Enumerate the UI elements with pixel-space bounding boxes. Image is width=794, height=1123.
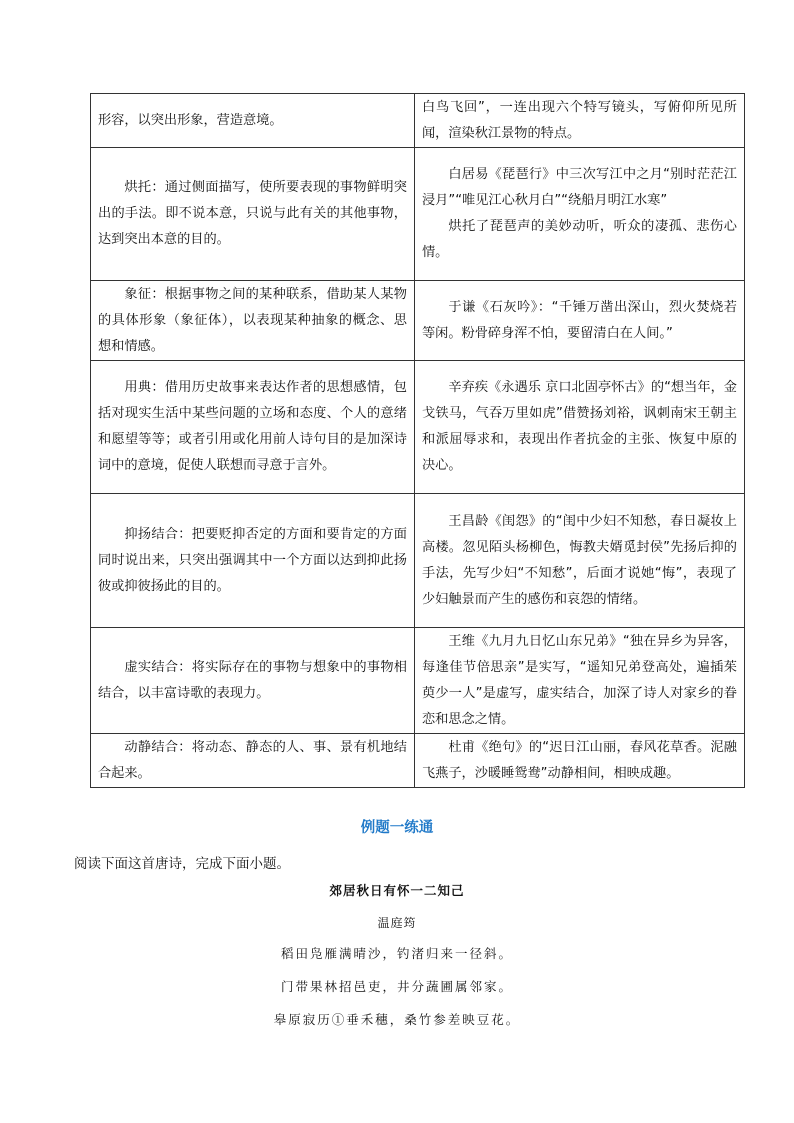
table-row <box>91 734 745 788</box>
poem-title: 郊居秋日有怀一二知己 <box>329 883 465 898</box>
table-row <box>91 281 745 361</box>
section-title: 例题一练通 <box>360 820 434 836</box>
table-row <box>91 361 745 494</box>
poem-line: 稻田凫雁满晴沙，钓渚归来一径斜。 <box>280 946 513 961</box>
table-row <box>91 628 745 734</box>
technique-description: 动静结合：将动态、静态的人、事、景有机地结合起来。 <box>91 734 415 788</box>
technique-description: 用典：借用历史故事来表达作者的思想感情，包括对现实生活中某些问题的立场和态度、个人的意绪和愿望等等；或者引用或化用前人诗句目的是加深诗词中的意境，促使人联想而寻意于言外。 <box>91 361 415 494</box>
technique-example: 杜甫《绝句》的“迟日江山丽，春风花草香。泥融飞燕子，沙暖睡鸳鸯”动静相间，相映成趣。 <box>415 734 745 788</box>
technique-example <box>415 148 745 281</box>
technique-example: 王昌龄《闺怨》的“闺中少妇不知愁，春日凝妆上高楼。忽见陌头杨柳色，悔教夫婿觅封侯”先扬后抑的手法，先写少妇“不知愁”，后面才说她“悔”，表现了少妇触景而产生的感伤和哀怨的情绪。 <box>415 494 745 628</box>
technique-example: 白鸟飞回”，一连出现六个特写镜头，写俯仰所见所闻，渲染秋江景物的特点。 <box>415 94 745 148</box>
table-row <box>91 148 745 281</box>
technique-example: 王维《九月九日忆山东兄弟》“独在异乡为异客，每逢佳节倍思亲”是实写，“遥知兄弟登高处，遍插茱萸少一人”是虚写，虚实结合，加深了诗人对家乡的眷恋和思念之情。 <box>415 628 745 734</box>
poem-author: 温庭筠 <box>377 916 417 930</box>
technique-description: 烘托：通过侧面描写，使所要表现的事物鲜明突出的手法。即不说本意，只说与此有关的其他事物，达到突出本意的目的。 <box>91 148 415 281</box>
technique-description: 抑扬结合：把要贬抑否定的方面和要肯定的方面同时说出来，只突出强调其中一个方面以达到抑此扬彼或抑彼扬此的目的。 <box>91 494 415 628</box>
technique-description: 形容，以突出形象，营造意境。 <box>91 94 415 148</box>
poem-line: 皋原寂历①垂禾穗，桑竹参差映豆花。 <box>273 1012 521 1027</box>
technique-example: 于谦《石灰吟》：“千锤万凿出深山，烈火焚烧若等闲。粉骨碎身浑不怕，要留清白在人间。” <box>415 281 745 361</box>
table-row <box>91 494 745 628</box>
technique-example: 辛弃疾《永遇乐 京口北固亭怀古》的“想当年，金戈铁马，气吞万里如虎”借赞扬刘裕，讽刺南宋王朝主和派屈辱求和，表现出作者抗金的主张、恢复中原的决心。 <box>415 361 745 494</box>
techniques-table <box>90 93 745 788</box>
example-text: 烘托了琵琶声的美妙动听，听众的凄孤、悲伤心情。 <box>422 219 737 260</box>
technique-description: 象征：根据事物之间的某种联系，借助某人某物的具体形象（象征体），以表现某种抽象的概念、思想和情感。 <box>91 281 415 361</box>
poem-line: 门带果林招邑吏，井分蔬圃属邻家。 <box>280 979 513 994</box>
technique-description: 虚实结合：将实际存在的事物与想象中的事物相结合，以丰富诗歌的表现力。 <box>91 628 415 734</box>
question-instruction: 阅读下面这首唐诗，完成下面小题。 <box>74 856 290 872</box>
table-row <box>91 94 745 148</box>
example-text: 白居易《琵琶行》中三次写江中之月“别时茫茫江浸月”“唯见江心秋月白”“绕船月明江水寒” <box>422 167 737 208</box>
